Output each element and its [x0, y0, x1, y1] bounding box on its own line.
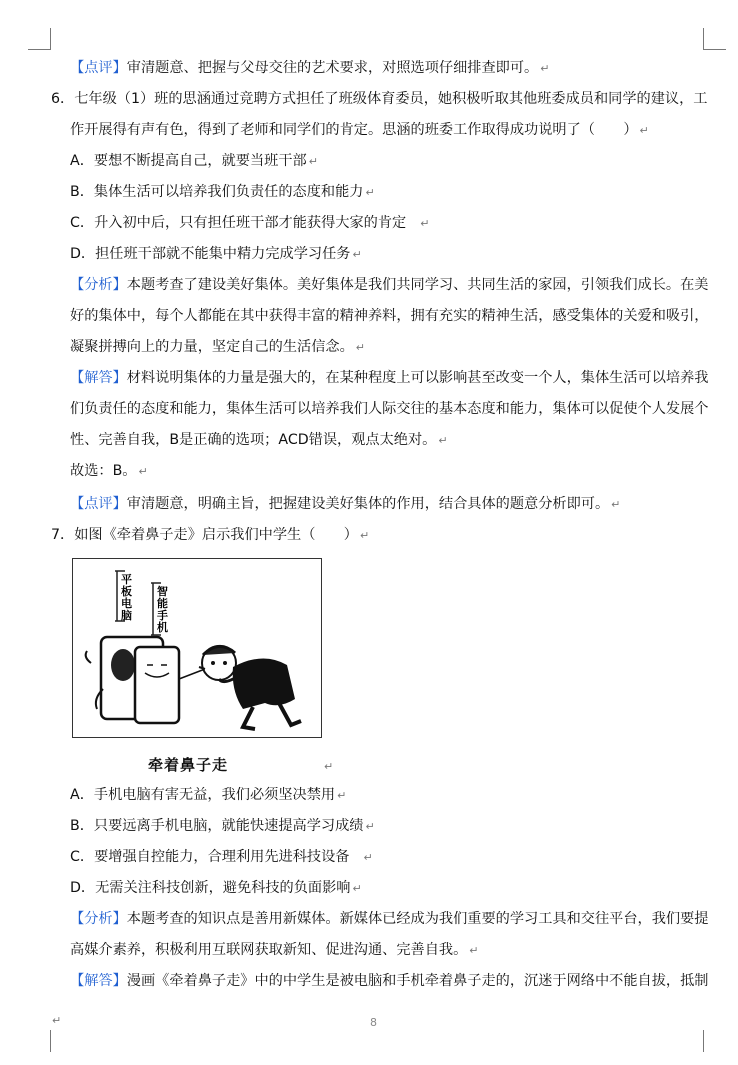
analysis-line-1	[70, 275, 708, 295]
solution-line-1	[70, 368, 708, 388]
option-6b	[70, 182, 375, 203]
option-6a-text: A．要想不断提高自己，就要当班干部	[70, 153, 307, 169]
crop-mark-bottom-left-v	[50, 1030, 51, 1052]
crop-mark-bottom-right-v	[703, 1030, 704, 1052]
option-7d	[70, 878, 362, 899]
option-7d-text: D．无需关注科技创新，避免科技的负面影响	[70, 880, 351, 896]
analysis-text-3: 凝聚拼搏向上的力量，坚定自己的生活信念。	[70, 339, 354, 355]
return-mark: ↵	[420, 217, 430, 230]
option-6c	[70, 213, 429, 234]
answer-line	[70, 461, 148, 482]
return-mark: ↵	[138, 465, 148, 478]
option-7b	[70, 816, 375, 837]
question-6-line-2	[70, 120, 649, 141]
question-6-text-2: 作开展得有声有色，得到了老师和同学们的肯定。思涵的班委工作取得成功说明了（ ）	[70, 122, 638, 138]
question-7-line	[51, 525, 369, 546]
comment-tag: 【点评】	[70, 496, 127, 512]
student-body	[233, 658, 295, 709]
solution-line-2	[70, 399, 708, 419]
return-mark: ↵	[365, 186, 375, 199]
return-mark: ↵	[469, 944, 479, 957]
solution-tag: 【解答】	[70, 973, 127, 989]
solution-tag: 【解答】	[70, 370, 127, 386]
tablet-label-4: 脑	[121, 609, 132, 622]
option-6d-text: D．担任班干部就不能集中精力完成学习任务	[70, 246, 351, 262]
return-mark: ↵	[324, 760, 334, 773]
return-mark: ↵	[611, 498, 621, 511]
option-7b-text: B．只要远离手机电脑，就能快速提高学习成绩	[70, 818, 364, 834]
return-mark: ↵	[359, 529, 370, 542]
tablet-label-2: 板	[121, 585, 132, 598]
phone-label-3: 手	[157, 609, 168, 622]
return-mark: ↵	[352, 248, 362, 261]
solution-line-3	[70, 430, 448, 451]
analysis2-text-1: 本题考查的知识点是善用新媒体。新媒体已经成为我们重要的学习工具和交往平台，我们要提	[126, 911, 709, 927]
option-7a-text: A．手机电脑有害无益，我们必须坚决禁用	[70, 787, 336, 803]
comment-line	[70, 58, 549, 79]
solution2-line-1	[70, 971, 708, 991]
crop-mark-top-right-h	[704, 49, 726, 50]
return-mark: ↵	[365, 820, 375, 833]
analysis-tag: 【分析】	[70, 277, 127, 293]
return-mark: ↵	[363, 851, 373, 864]
analysis2-line-2	[70, 940, 478, 961]
comic-caption: 牵着鼻子走	[148, 756, 229, 774]
tablet-label-1: 平	[121, 573, 132, 586]
option-6d	[70, 244, 362, 265]
phone-label-4: 机	[157, 621, 168, 634]
option-7c	[70, 847, 373, 868]
phone-label-2: 能	[157, 597, 168, 610]
analysis-line-2	[70, 306, 708, 326]
comment-tag: 【点评】	[70, 60, 127, 76]
analysis-tag: 【分析】	[70, 911, 127, 927]
comic-drawing	[73, 559, 321, 737]
solution-text-1: 材料说明集体的力量是强大的，在某种程度上可以影响甚至改变一个人，集体生活可以培养我	[126, 370, 709, 386]
page-number: 8	[370, 1016, 377, 1029]
comment-text: 审清题意、把握与父母交往的艺术要求，对照选项仔细排查即可。	[126, 60, 539, 76]
phone-figure	[135, 647, 179, 723]
return-mark: ↵	[540, 62, 550, 75]
solution2-text-1: 漫画《牵着鼻子走》中的中学生是被电脑和手机牵着鼻子走的，沉迷于网络中不能自拔，抵制	[126, 973, 709, 989]
option-7a	[70, 785, 346, 806]
question-6-line-1	[51, 89, 708, 109]
analysis2-text-2: 高媒介素养，积极利用互联网获取新知、促进沟通、完善自我。	[70, 942, 468, 958]
return-mark: ↵	[352, 882, 362, 895]
solution-text-2: 们负责任的态度和能力，集体生活可以培养我们人际交往的基本态度和能力，集体可以促使个人发展个	[70, 401, 709, 417]
analysis2-line-1	[70, 909, 708, 929]
tablet-label-3: 电	[121, 597, 132, 610]
question-6-text-1: 6．七年级（1）班的思涵通过竞聘方式担任了班级体育委员，她积极听取其他班委成员和同学的建议，工	[51, 91, 708, 107]
question-7-text: 7．如图《牵着鼻子走》启示我们中学生（ ）	[51, 527, 358, 543]
analysis-text-1: 本题考查了建设美好集体。美好集体是我们共同学习、共同生活的家园，引领我们成长。在美	[126, 277, 709, 293]
comment-line-2	[70, 494, 620, 515]
return-mark: ↵	[639, 124, 649, 137]
phone-label-1: 智	[157, 585, 168, 598]
option-6a	[70, 151, 318, 172]
return-mark: ↵	[308, 155, 318, 168]
return-mark: ↵	[337, 789, 347, 802]
answer-text: 故选：B。	[70, 463, 137, 479]
analysis-line-3	[70, 337, 365, 358]
comment-text-2: 审清题意，明确主旨，把握建设美好集体的作用，结合具体的题意分析即可。	[126, 496, 610, 512]
return-mark: ↵	[438, 434, 448, 447]
return-mark: ↵	[52, 1014, 62, 1027]
option-6c-text: C．升入初中后，只有担任班干部才能获得大家的肯定	[70, 215, 407, 231]
return-mark: ↵	[355, 341, 365, 354]
comic-image	[72, 558, 322, 738]
crop-mark-top-right-v	[703, 28, 704, 50]
crop-mark-top-left-h	[28, 49, 50, 50]
solution-text-3: 性、完善自我，B是正确的选项；ACD错误，观点太绝对。	[70, 432, 437, 448]
crop-mark-top-left-v	[50, 28, 51, 50]
option-6b-text: B．集体生活可以培养我们负责任的态度和能力	[70, 184, 364, 200]
analysis-text-2: 好的集体中，每个人都能在其中获得丰富的精神养料，拥有充实的精神生活，感受集体的关爱和吸引，	[70, 308, 709, 324]
option-7c-text: C．要增强自控能力，合理利用先进科技设备	[70, 849, 350, 865]
